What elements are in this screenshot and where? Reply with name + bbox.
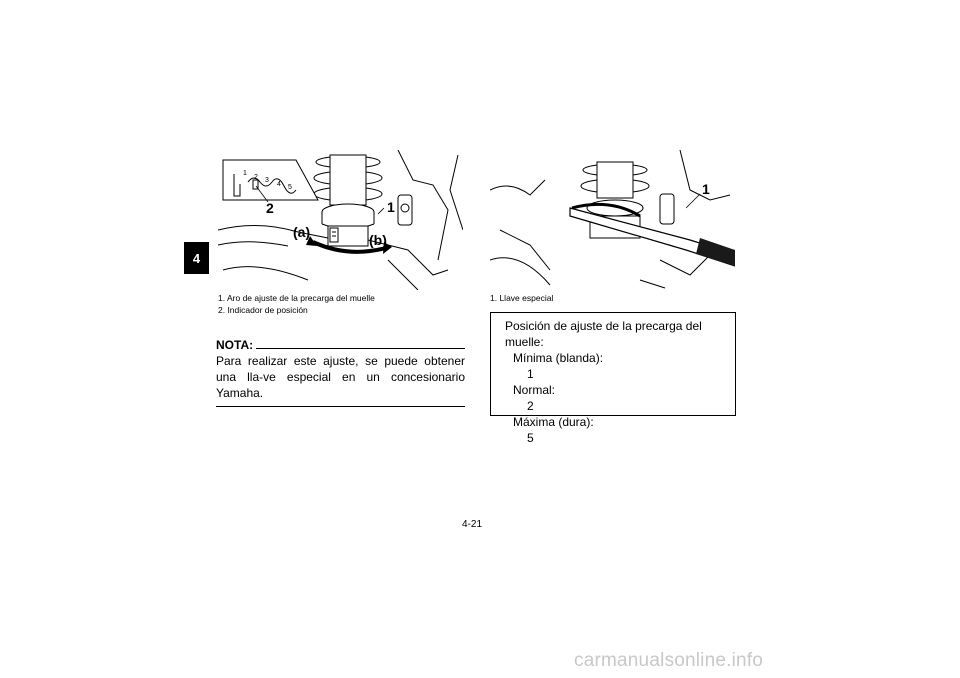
special-wrench-illustration — [490, 150, 735, 290]
spec-max-label: Máxima (dura): — [513, 415, 594, 429]
section-tab: 4 — [184, 242, 209, 274]
inset-scale-1: 1 — [243, 170, 247, 177]
inset-scale-4: 4 — [277, 181, 281, 188]
spec-normal-label: Normal: — [513, 383, 556, 397]
note-block — [216, 338, 465, 407]
spec-min-value: 1 — [527, 367, 534, 381]
callout-b: (b) — [369, 232, 387, 248]
figure1-caption — [218, 293, 375, 316]
caption-line: 1. Aro de ajuste de la precarga del muelle — [218, 293, 375, 303]
spec-title: Posición de ajuste de la precarga del muelle: — [505, 319, 702, 349]
callout-1: 1 — [387, 199, 395, 215]
note-rule — [256, 348, 465, 349]
inset-scale-5: 5 — [288, 184, 292, 191]
watermark: carmanualsonline.info — [574, 650, 764, 671]
caption-line: 2. Indicador de posición — [218, 304, 308, 315]
callout-1: 1 — [702, 181, 710, 197]
callout-2: 2 — [266, 200, 274, 216]
spec-min-label: Mínima (blanda): — [513, 351, 604, 365]
caption-line: 1. Llave especial — [490, 293, 554, 303]
inset-scale-3: 3 — [265, 177, 269, 184]
preload-spec-box — [490, 312, 736, 445]
figure2-caption — [490, 293, 553, 305]
spec-normal-value: 2 — [527, 399, 534, 413]
preload-adjuster-illustration — [218, 150, 463, 290]
note-title: NOTA: — [216, 338, 254, 352]
callout-a: (a) — [293, 224, 311, 240]
page-number: 4-21 — [462, 519, 483, 530]
note-end-rule — [216, 406, 465, 407]
note-body: Para realizar este ajuste, se puede obtener una lla-ve especial en un concesionario Yamaha. — [216, 354, 465, 400]
spec-max-value: 5 — [527, 431, 534, 445]
inset-scale-2: 2 — [254, 174, 258, 181]
